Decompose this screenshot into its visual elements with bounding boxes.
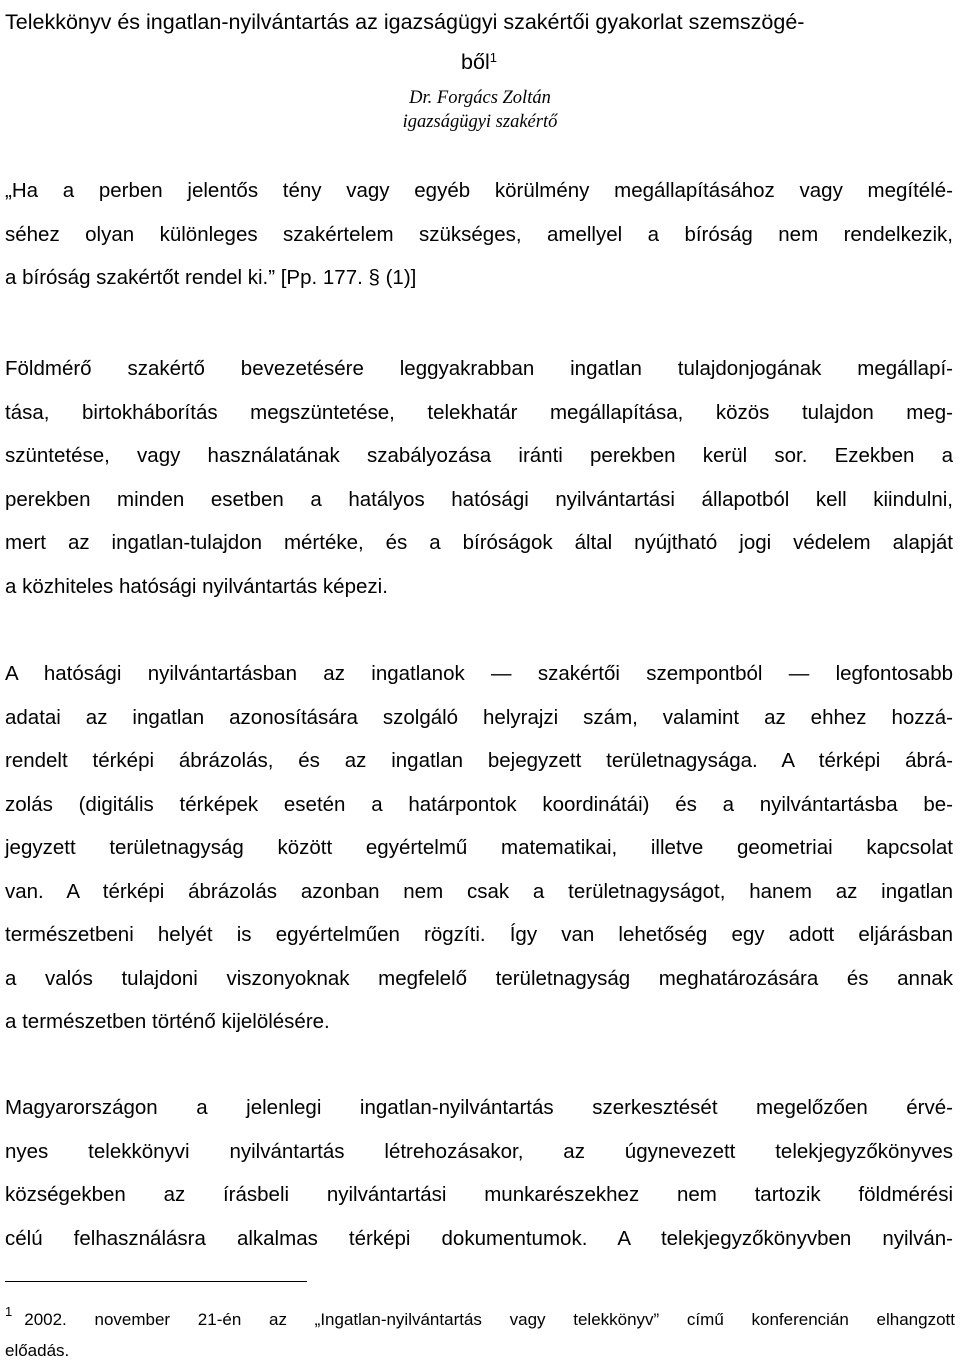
paragraph-line: perekben minden esetben a hatályos hatósági nyilvántartási állapotból kell kiindulni, (5, 487, 953, 511)
paragraph-line: célú felhasználásra alkalmas térképi dokumentumok. A telekjegyzőkönyvben nyilván- (5, 1226, 953, 1250)
paragraph-line: rendelt térképi ábrázolás, és az ingatlan bejegyzett területnagysága. A térképi ábrá- (5, 749, 953, 772)
title-line-1: Telekkönyv és ingatlan-nyilvántartás az igazságügyi szakértői gyakorlat szemszögé- (5, 10, 805, 34)
paragraph-line: mert az ingatlan-tulajdon mértéke, és a bíróságok által nyújtható jogi védelem alapját (5, 531, 953, 554)
title-line-2 (5, 42, 953, 82)
paragraph-line: községekben az írásbeli nyilvántartási munkarészekhez nem tartozik földmérési (5, 1183, 953, 1206)
paragraph-1 (5, 347, 953, 608)
paragraph-2 (5, 652, 953, 1044)
paragraph-line: a természetben történő kijelölésére. (5, 1010, 330, 1033)
paragraph-line: szüntetése, vagy használatának szabályozása iránti perekben kerül sor. Ezekben a (5, 444, 953, 467)
paragraph-line: nyes telekkönyvi nyilvántartás létrehozásakor, az úgynevezett telekjegyzőkönyves (5, 1139, 953, 1163)
footnote-separator (5, 1281, 307, 1282)
paragraph-line: Magyarországon a jelenlegi ingatlan-nyilvántartás szerkesztését megelőzően érvé- (5, 1096, 953, 1119)
quote-paragraph (5, 169, 953, 300)
paragraph-line: tása, birtokháborítás megszüntetése, telekhatár megállapítása, közös tulajdon meg- (5, 400, 953, 424)
paragraph-line: a közhiteles hatósági nyilvántartás képezi. (5, 574, 388, 598)
author-name: Dr. Forgács Zoltán (409, 88, 551, 108)
paragraph-line: zolás (digitális térképek esetén a határpontok koordinátái) és a nyilvántartásba be- (5, 792, 953, 816)
footnote-line-1 (5, 1305, 955, 1336)
quote-line: „Ha a perben jelentős tény vagy egyéb körülmény megállapításához vagy megítélé- (5, 179, 953, 202)
quote-line: séhez olyan különleges szakértelem szükséges, amellyel a bíróság nem rendelkezik, (5, 222, 953, 246)
paragraph-line: a valós tulajdoni viszonyoknak megfelelő területnagyság meghatározására és annak (5, 966, 953, 990)
paragraph-line: van. A térképi ábrázolás azonban nem csak a területnagyságot, hanem az ingatlan (5, 879, 953, 903)
paragraph-line: Földmérő szakértő bevezetésére leggyakrabban ingatlan tulajdonjogának megállapí- (5, 357, 953, 380)
paragraph-line: jegyzett területnagyság között egyértelmű matematikai, illetve geometriai kapcsolat (5, 836, 953, 859)
paragraph-line: adatai az ingatlan azonosítására szolgáló helyrajzi szám, valamint az ehhez hozzá- (5, 705, 953, 729)
paragraph-3 (5, 1086, 953, 1260)
quote-line: a bíróság szakértőt rendel ki.” [Pp. 177. § (1)] (5, 266, 417, 289)
title-line-2-text: ből (461, 50, 490, 74)
footnote-line-2: előadás. (5, 1341, 70, 1360)
paragraph-line: természetbeni helyét is egyértelműen rögzíti. Így van lehetőség egy adott eljárásban (5, 923, 953, 946)
footnote-number: 1 (5, 1304, 13, 1319)
footnote (5, 1305, 955, 1366)
author-role: igazságügyi szakértő (402, 112, 558, 132)
paragraph-line: A hatósági nyilvántartásban az ingatlanok — szakértői szempontból — legfontosabb (5, 662, 953, 685)
footnote-text: 2002. november 21-én az „Ingatlan-nyilvántartás vagy telekkönyv” című konferencián elhangzott (24, 1310, 955, 1329)
document-title (5, 2, 953, 82)
title-footnote-ref[interactable]: 1 (489, 50, 497, 65)
